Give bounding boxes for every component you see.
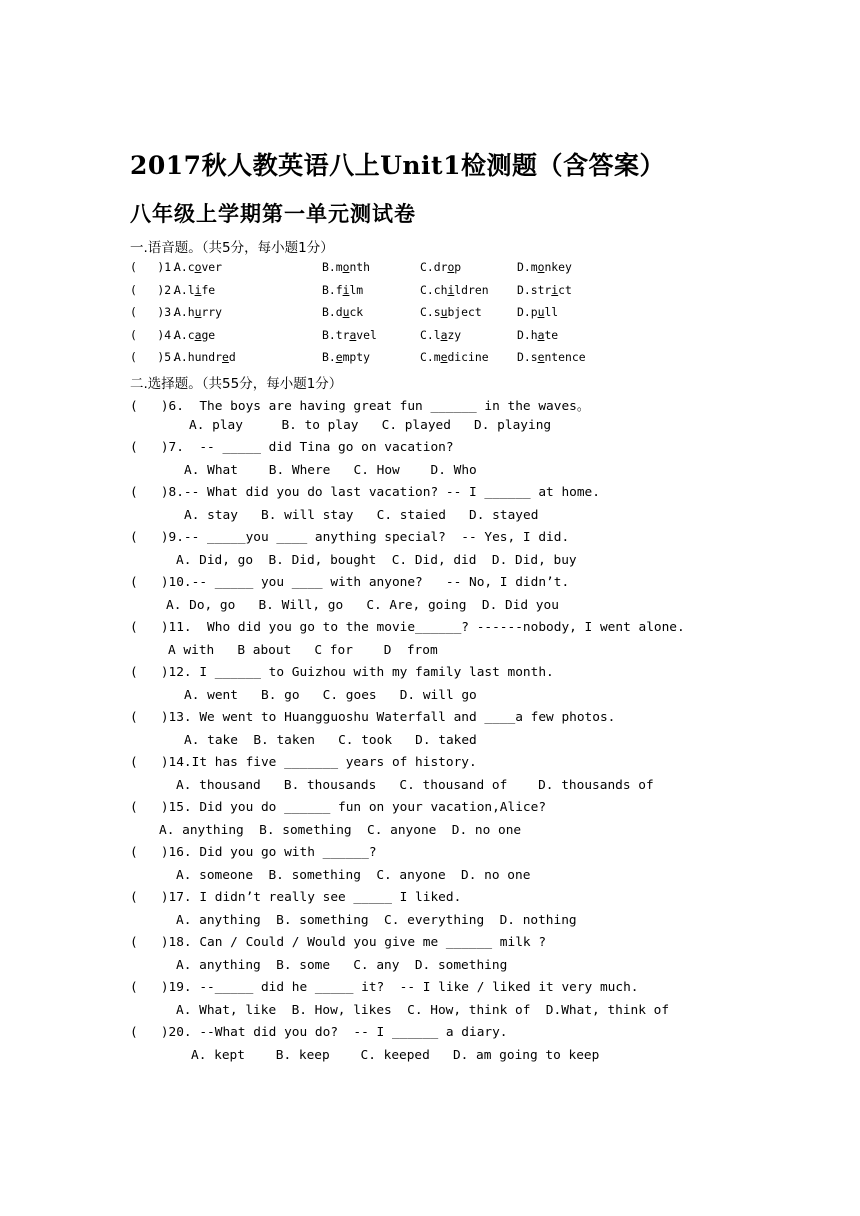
- underlined-letter: i: [194, 283, 202, 297]
- question-stem: ( )7. -- _____ did Tina go on vacation?: [130, 440, 454, 455]
- section-heading-phonics: 一.语音题。（共5分，每小题1分）: [130, 240, 334, 256]
- underlined-letter: i: [551, 283, 559, 297]
- question-stem: ( )11. Who did you go to the movie______? ------nobody, I went alone.: [130, 620, 685, 635]
- question-options: A. went B. go C. goes D. will go: [184, 688, 477, 703]
- question-options: A with B about C for D from: [168, 643, 438, 658]
- question-options: A. stay B. will stay C. staied D. stayed: [184, 508, 539, 523]
- phonics-question: [130, 283, 178, 297]
- phonics-question: [130, 350, 178, 364]
- question-number: ( )2.: [130, 283, 179, 297]
- question-stem: ( )13. We went to Huangguoshu Waterfall and ____a few photos.: [130, 710, 616, 725]
- underlined-letter: u: [194, 305, 202, 319]
- question-stem: ( )10.-- _____ you ____ with anyone? -- No, I didn’t.: [130, 575, 570, 590]
- phonics-option: C.lazy: [420, 328, 462, 342]
- question-options: A. Did, go B. Did, bought C. Did, did D. Did, buy: [176, 553, 577, 568]
- underlined-letter: o: [194, 260, 202, 274]
- underlined-letter: u: [537, 305, 545, 319]
- phonics-option: A.hurry: [174, 305, 223, 319]
- underlined-letter: i: [342, 283, 350, 297]
- underlined-letter: u: [440, 305, 448, 319]
- underlined-letter: o: [447, 260, 455, 274]
- question-stem: ( )16. Did you go with ______?: [130, 845, 377, 860]
- document-title: 2017秋人教英语八上Unit1检测题（含答案）: [130, 151, 665, 180]
- phonics-option: B.travel: [322, 328, 377, 342]
- phonics-option: B.month: [322, 260, 371, 274]
- question-stem: ( )12. I ______ to Guizhou with my family last month.: [130, 665, 554, 680]
- phonics-option: D.hate: [517, 328, 559, 342]
- question-options: A. kept B. keep C. keeped D. am going to keep: [191, 1048, 600, 1063]
- question-options: A. someone B. something C. anyone D. no one: [176, 868, 531, 883]
- phonics-option: D.monkey: [517, 260, 572, 274]
- question-options: A. thousand B. thousands C. thousand of D. thousands of: [176, 778, 654, 793]
- question-stem: ( )19. --_____ did he _____ it? -- I like / liked it very much.: [130, 980, 639, 995]
- question-stem: ( )6. The boys are having great fun ______ in the waves。: [130, 399, 590, 414]
- question-options: A. What B. Where C. How D. Who: [184, 463, 477, 478]
- question-stem: ( )20. --What did you do? -- I ______ a diary.: [130, 1025, 508, 1040]
- question-options: A. play B. to play C. played D. playing: [189, 418, 552, 433]
- question-number: ( )1.: [130, 260, 179, 274]
- underlined-letter: o: [342, 260, 350, 274]
- phonics-option: D.sentence: [517, 350, 586, 364]
- underlined-letter: e: [335, 350, 343, 364]
- question-number: ( )4.: [130, 328, 179, 342]
- question-stem: ( )17. I didn’t really see _____ I liked.: [130, 890, 462, 905]
- underlined-letter: e: [440, 350, 448, 364]
- phonics-option: C.drop: [420, 260, 462, 274]
- document-subtitle: 八年级上学期第一单元测试卷: [130, 202, 416, 226]
- phonics-question: [130, 328, 178, 342]
- underlined-letter: a: [349, 328, 357, 342]
- question-options: A. anything B. some C. any D. something: [176, 958, 508, 973]
- underlined-letter: a: [440, 328, 448, 342]
- question-stem: ( )15. Did you do ______ fun on your vacation,Alice?: [130, 800, 547, 815]
- phonics-question: [130, 260, 178, 274]
- question-stem: ( )14.It has five _______ years of history.: [130, 755, 477, 770]
- question-options: A. anything B. something C. everything D. nothing: [176, 913, 577, 928]
- phonics-option: D.pull: [517, 305, 559, 319]
- phonics-option: C.subject: [420, 305, 482, 319]
- question-number: ( )5.: [130, 350, 179, 364]
- underlined-letter: e: [537, 350, 545, 364]
- question-stem: ( )9.-- _____you ____ anything special? -- Yes, I did.: [130, 530, 570, 545]
- underlined-letter: u: [342, 305, 350, 319]
- phonics-option: C.children: [420, 283, 489, 297]
- question-options: A. Do, go B. Will, go C. Are, going D. Did you: [166, 598, 559, 613]
- phonics-option: A.cage: [174, 328, 216, 342]
- phonics-option: B.empty: [322, 350, 371, 364]
- question-options: A. What, like B. How, likes C. How, think of D.What, think of: [176, 1003, 670, 1018]
- section-heading-choice: 二.选择题。（共55分，每小题1分）: [130, 376, 343, 392]
- underlined-letter: i: [447, 283, 455, 297]
- question-stem: ( )18. Can / Could / Would you give me ______ milk ?: [130, 935, 547, 950]
- phonics-option: D.strict: [517, 283, 572, 297]
- underlined-letter: a: [537, 328, 545, 342]
- phonics-option: B.duck: [322, 305, 364, 319]
- underlined-letter: o: [537, 260, 545, 274]
- phonics-option: B.film: [322, 283, 364, 297]
- phonics-option: A.cover: [174, 260, 223, 274]
- question-options: A. anything B. something C. anyone D. no one: [159, 823, 522, 838]
- question-stem: ( )8.-- What did you do last vacation? -- I ______ at home.: [130, 485, 600, 500]
- underlined-letter: e: [222, 350, 229, 364]
- phonics-option: A.hundred: [174, 350, 236, 364]
- phonics-option: A.life: [174, 283, 216, 297]
- question-number: ( )3.: [130, 305, 179, 319]
- phonics-question: [130, 305, 178, 319]
- phonics-option: C.medicine: [420, 350, 489, 364]
- question-options: A. take B. taken C. took D. taked: [184, 733, 477, 748]
- underlined-letter: a: [194, 328, 202, 342]
